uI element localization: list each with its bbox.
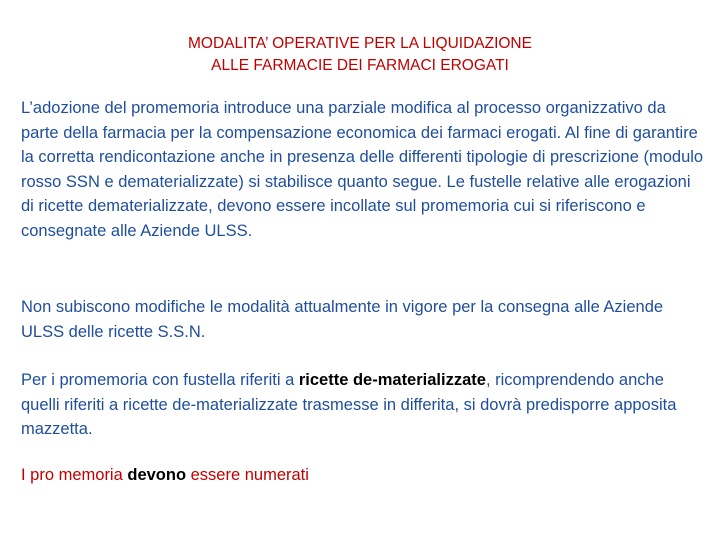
paragraph-ssn-prescriptions: Non subiscono modifiche le modalità attualmente in vigore per la consegna alle Aziende ULSS delle ricette S.S.N. [21,298,664,341]
p3-text-after: , ricomprendendo anche quelli riferiti a ricette de-materializzate trasmesse in differita, si dovrà predisporre apposita mazzetta. [21,371,677,438]
p3-text-before: Per i promemoria con fustella riferiti a [21,371,299,389]
paragraph-fustella-bundle [21,368,705,442]
p3-bold-text: ricette de-materializzate [298,371,486,389]
slide-title [0,33,720,77]
p4-text-after: essere numerati [186,466,309,484]
paragraph-numbering [21,463,705,488]
p4-text-before: I pro memoria [21,466,128,484]
title-line-2: ALLE FARMACIE DEI FARMACI EROGATI [211,57,509,74]
p4-bold-text: devono [127,466,187,484]
paragraph-promemoria-adoption: L’adozione del promemoria introduce una parziale modifica al processo organizzativo da parte della farmacia per la compensazione economica dei farmaci erogati. Al fine di garantire la corretta rendicontazione anche in presenza delle differenti tipologie di prescrizione (modulo rosso SSN e dematerializzate) si stabilisce quanto segue. Le fustelle relative alle erogazioni di ricette dematerializzate, devono essere incollate sul promemoria cui si riferiscono e consegnate alle Aziende ULSS. [21,99,704,240]
title-line-1: MODALITA’ OPERATIVE PER LA LIQUIDAZIONE [188,35,532,52]
